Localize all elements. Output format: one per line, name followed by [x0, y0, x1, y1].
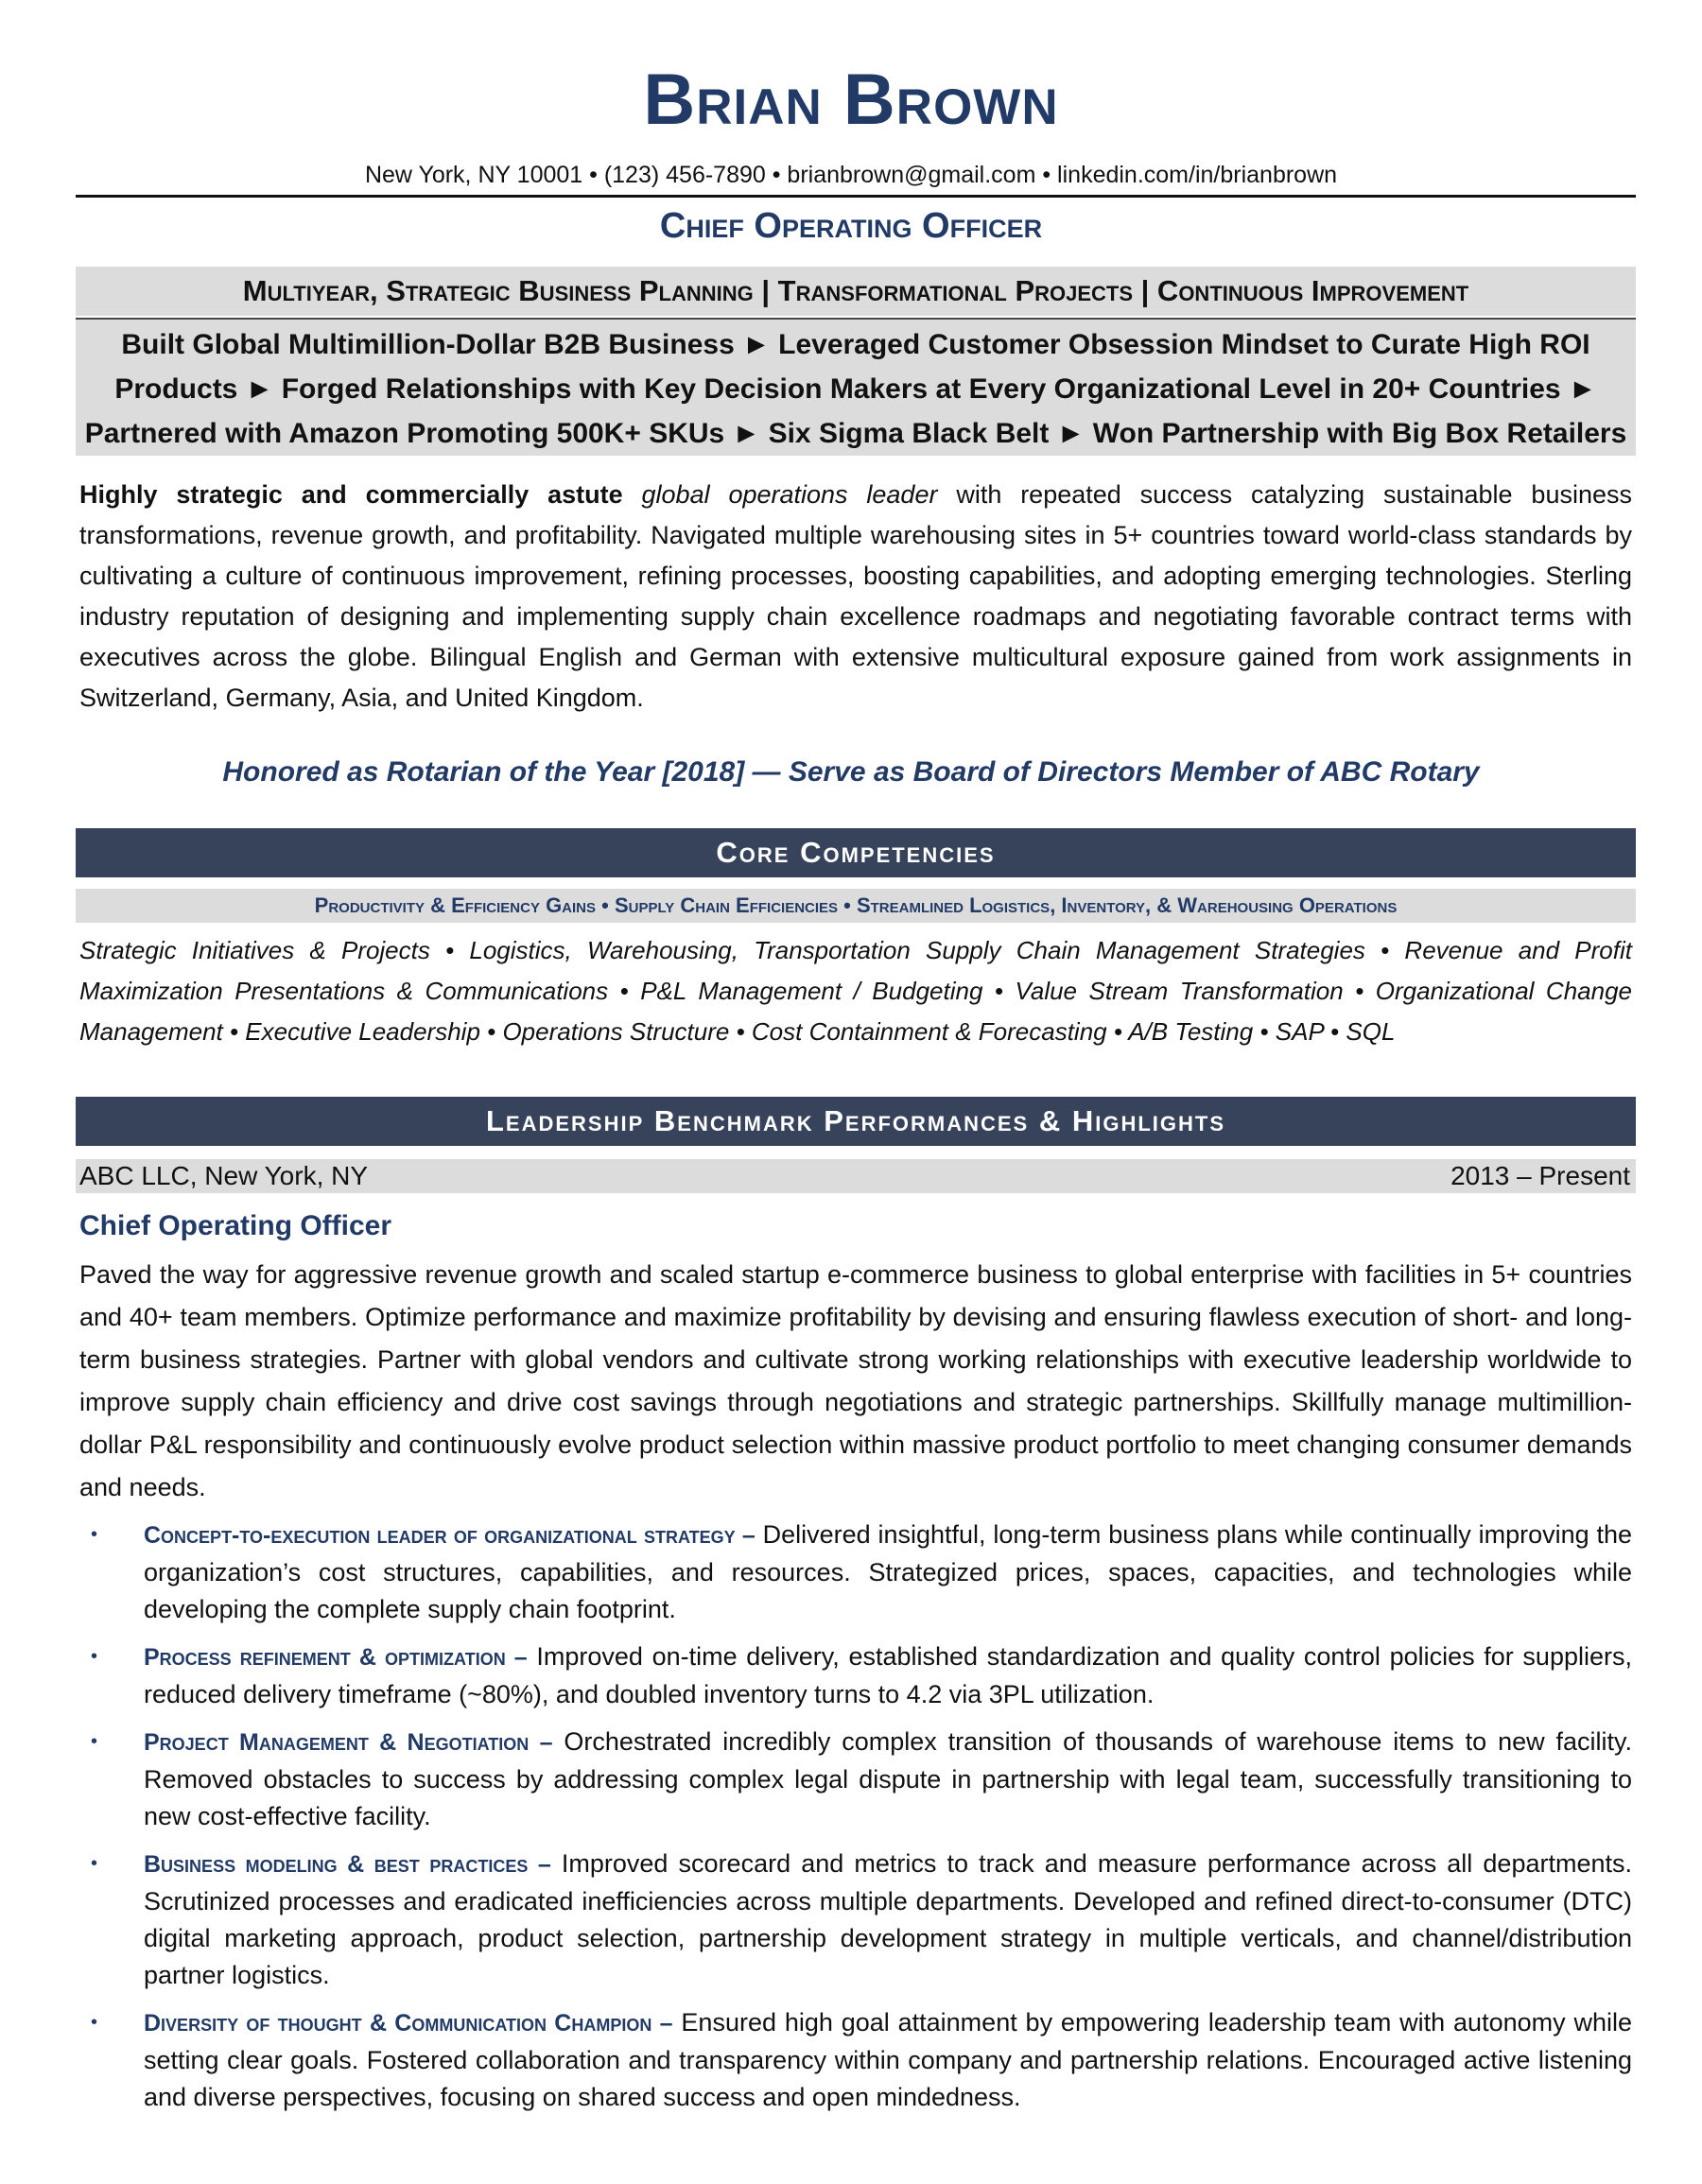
achievement-text: Improved scorecard and metrics to track and measure performance across all departments. Scrutinized processes and eradicated inefficiencies across multiple departments. Developed and refined direct-to-consumer (DTC) digital marketing approach, product selection, partnership development strategy in multiple verticals, and channel/distribution partner logistics.	[144, 1849, 1632, 1989]
specialty-banner: Multiyear, Strategic Business Planning | Transformational Projects | Continuous Improvement	[76, 267, 1636, 316]
summary-paragraph	[79, 475, 1632, 719]
highlights-line-2: Products ► Forged Relationships with Key Decision Makers at Every Organizational Level in 20+ Countries ►	[114, 373, 1597, 405]
job-description: Paved the way for aggressive revenue growth and scaled startup e-commerce business to global enterprise with facilities in 5+ countries and 40+ team members. Optimize performance and maximize profitability by devising and ensuring flawless execution of short- and long-term business strategies. Partner with global vendors and cultivate strong working relationships with executive leadership worldwide to improve supply chain efficiency and drive cost savings through negotiations and strategic partnerships. Skillfully manage multimillion-dollar P&L responsibility and continuously evolve product selection within massive product portfolio to meet changing consumer demands and needs.	[79, 1260, 1632, 1501]
leadership-heading: Leadership Benchmark Performances & Highlights	[76, 1097, 1636, 1146]
achievement-item	[79, 1638, 1632, 1713]
achievement-item	[79, 2004, 1632, 2116]
job-dates: 2013 – Present	[1450, 1161, 1630, 1190]
achievement-item	[79, 1724, 1632, 1835]
highlights-line-3: Partnered with Amazon Promoting 500K+ SKUs ► Six Sigma Black Belt ► Won Partnership with Big Box Retailers	[84, 418, 1627, 449]
company-name: ABC LLC, New York, NY	[79, 1161, 369, 1190]
job-bar	[76, 1159, 1636, 1193]
highlights-line-1: Built Global Multimillion-Dollar B2B Business ► Leveraged Customer Obsession Mindset to Curate High ROI	[121, 329, 1590, 360]
achievement-lead: Concept-to-execution leader of organizational strategy –	[144, 1522, 755, 1549]
bullet-marker: •	[91, 1524, 98, 1545]
summary-bold-lead: Highly strategic and commercially astute	[79, 480, 623, 509]
bullet-marker: •	[91, 1646, 98, 1667]
achievement-text: Delivered insightful, long-term business plans while continually improving the organization’s cost structures, capabilities, and resources. Strategized prices, spaces, capacities, and technologies while developing the complete supply chain footprint.	[144, 1520, 1632, 1623]
bullet-marker: •	[91, 1853, 98, 1874]
bullet-marker: •	[91, 2012, 98, 2033]
achievement-list	[79, 1517, 1632, 2126]
bullet-marker: •	[91, 1731, 98, 1752]
achievement-lead: Process refinement & optimization –	[144, 1644, 528, 1671]
summary-italic: global operations leader	[641, 480, 938, 509]
achievement-lead: Business modeling & best practices –	[144, 1851, 551, 1878]
contact-line: New York, NY 10001 • (123) 456-7890 • brianbrown@gmail.com • linkedin.com/in/brianbrown	[364, 162, 1338, 188]
achievement-item	[79, 1517, 1632, 1628]
header-divider	[76, 195, 1636, 198]
achievement-item	[79, 1846, 1632, 1994]
achievement-lead: Project Management & Negotiation –	[144, 1729, 553, 1756]
highlights-box	[76, 320, 1636, 456]
job-title: Chief Operating Officer	[79, 1210, 392, 1241]
job-target-title: Chief Operating Officer	[659, 206, 1043, 246]
honor-line: Honored as Rotarian of the Year [2018] — Serve as Board of Directors Member of ABC Rotary	[222, 756, 1480, 788]
achievement-text: Ensured high goal attainment by empowering leadership team with autonomy while setting clear goals. Fostered collaboration and transparency within company and partnership relations. Encouraged active listening and diverse perspectives, focusing on shared success and open mindedness.	[144, 2008, 1632, 2111]
achievement-lead: Diversity of thought & Communication Champion –	[144, 2010, 673, 2037]
achievement-text: Orchestrated incredibly complex transition of thousands of warehouse items to new facility. Removed obstacles to success by addressing complex legal dispute in partnership with legal team, successfully transitioning to new cost-effective facility.	[144, 1727, 1632, 1830]
achievement-text: Improved on-time delivery, established standardization and quality control policies for suppliers, reduced delivery timeframe (~80%), and doubled inventory turns to 4.2 via 3PL utilization.	[144, 1642, 1632, 1708]
core-competencies-subbar: Productivity & Efficiency Gains • Supply Chain Efficiencies • Streamlined Logistics, Inventory, & Warehousing Operations	[76, 889, 1636, 923]
core-competencies-list: Strategic Initiatives & Projects • Logistics, Warehousing, Transportation Supply Chain Management Strategies • Revenue and Profit Maximization Presentations & Communications • P&L Management / Budgeting • Value Stream Transformation • Organizational Change Management • Executive Leadership • Operations Structure • Cost Containment & Forecasting • A/B Testing • SAP • SQL	[79, 936, 1632, 1046]
core-competencies-heading: Core Competencies	[76, 828, 1636, 877]
candidate-name: Brian Brown	[643, 60, 1059, 140]
summary-text: with repeated success catalyzing sustainable business transformations, revenue growth, and profitability. Navigated multiple warehousing sites in 5+ countries toward world-class standards by cultivating a culture of continuous improvement, refining processes, boosting capabilities, and adopting emerging technologies. Sterling industry reputation of designing and implementing supply chain excellence roadmaps and negotiating favorable contract terms with executives across the globe. Bilingual English and German with extensive multicultural exposure gained from work assignments in Switzerland, Germany, Asia, and United Kingdom.	[79, 480, 1632, 712]
